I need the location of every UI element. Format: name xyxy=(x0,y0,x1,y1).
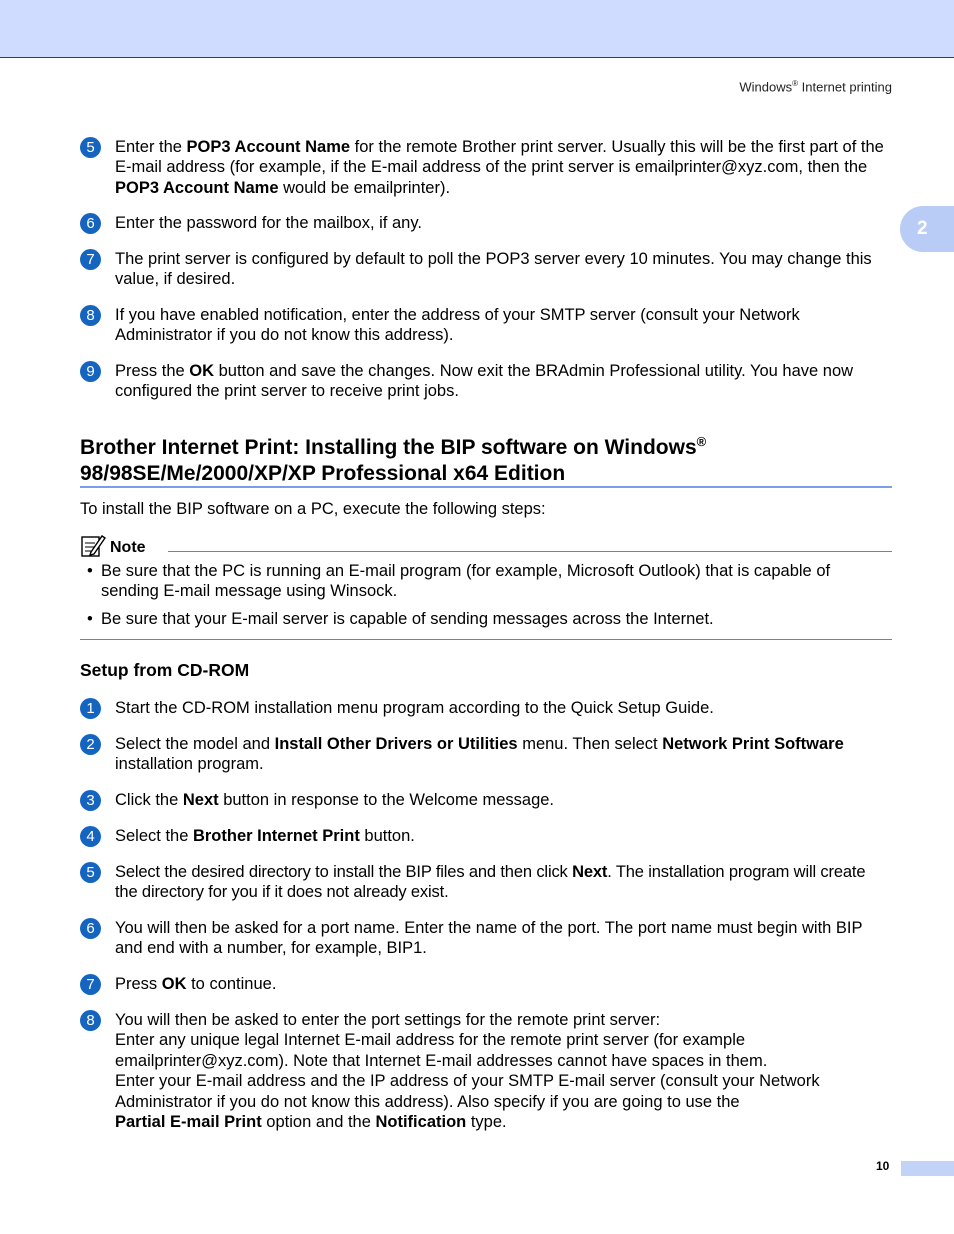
section-heading-line2: 98/98SE/Me/2000/XP/XP Professional x64 Edition xyxy=(80,462,566,485)
step-text xyxy=(115,1010,892,1132)
step-text-run: would be emailprinter). xyxy=(278,178,451,197)
step-number-badge: 3 xyxy=(80,790,101,811)
step-text-run: Enter the password for the mailbox, if any. xyxy=(115,214,422,232)
step-item xyxy=(80,137,892,198)
step-item xyxy=(80,734,892,775)
step-item xyxy=(80,698,892,718)
bold-term: Brother Internet Print xyxy=(192,827,360,845)
step-text xyxy=(115,974,892,994)
step-text xyxy=(115,137,892,198)
top-header-band xyxy=(0,0,954,58)
step-text xyxy=(115,862,892,903)
bold-term: POP3 Account Name xyxy=(186,138,351,156)
step-text xyxy=(115,918,892,959)
note-rule-top xyxy=(168,551,892,552)
step-number-badge: 7 xyxy=(80,249,101,270)
step-text-run: Press xyxy=(115,975,162,993)
step-text xyxy=(115,734,892,775)
subheading: Setup from CD-ROM xyxy=(80,660,250,680)
section-heading-line1: Brother Internet Print: Installing the BIP software on Windows xyxy=(80,436,697,459)
step-item xyxy=(80,862,892,903)
step-item xyxy=(80,974,892,994)
step-number-badge: 4 xyxy=(80,826,101,847)
step-text-run: Enter your E-mail address and the IP address of your SMTP E-mail server (consult your Network Administrator if you do not know this address). Also specify if you are going to use the xyxy=(115,1072,820,1111)
step-text-run: Start the CD-ROM installation menu program according to the Quick Setup Guide. xyxy=(115,699,714,717)
step-text-run: for the remote Brother print server. Usually this will be the first part of the E-mail address (for example, if the E-mail address of the print server is emailprinter@xyz.com, then the xyxy=(115,138,884,177)
step-text-run: type. xyxy=(466,1113,507,1132)
step-item xyxy=(80,249,892,290)
note-bullet xyxy=(87,561,887,602)
page-number: 10 xyxy=(876,1159,890,1173)
step-text-run: Select the model and xyxy=(115,735,275,753)
section-heading xyxy=(80,429,892,487)
step-item xyxy=(80,213,892,233)
step-item xyxy=(80,918,892,959)
running-header-prefix: Windows xyxy=(739,79,793,95)
step-number-badge: 6 xyxy=(80,213,101,234)
bold-term: OK xyxy=(161,975,187,993)
bold-term: OK xyxy=(189,362,215,380)
bold-term: Network Print Software xyxy=(662,735,844,753)
chapter-number: 2 xyxy=(917,218,928,239)
running-header xyxy=(739,79,892,94)
step-item xyxy=(80,1010,892,1132)
step-text xyxy=(115,361,892,402)
note-label: Note xyxy=(110,539,146,556)
note-bullet-text: Be sure that the PC is running an E-mail program (for example, Microsoft Outlook) that is capable of sending E-mail message using Winsock. xyxy=(101,562,831,601)
registered-mark: ® xyxy=(696,434,707,449)
step-item xyxy=(80,790,892,810)
step-number-badge: 5 xyxy=(80,137,101,158)
step-number-badge: 5 xyxy=(80,862,101,883)
step-text xyxy=(115,213,892,233)
section-heading-rule xyxy=(80,486,892,488)
step-number-badge: 1 xyxy=(80,698,101,719)
step-text-run: You will then be asked to enter the port settings for the remote print server: xyxy=(115,1011,661,1029)
step-text-run: button. xyxy=(359,827,415,845)
running-header-suffix: Internet printing xyxy=(798,79,892,95)
step-text-run: Select the desired directory to install the BIP files and then click xyxy=(115,863,573,881)
bold-term: Next xyxy=(182,791,219,809)
step-text-run: Select the xyxy=(115,827,193,845)
step-number-badge: 8 xyxy=(80,305,101,326)
step-text-run: button and save the changes. Now exit the BRAdmin Professional utility. You have now configured the print server to receive print jobs. xyxy=(115,362,854,401)
chapter-tab xyxy=(900,206,954,252)
registered-mark: ® xyxy=(792,79,799,88)
note-rule-bottom xyxy=(80,639,892,640)
step-text-run: Enter the xyxy=(115,138,187,156)
step-text xyxy=(115,305,892,346)
step-text xyxy=(115,698,892,718)
bold-term: Install Other Drivers or Utilities xyxy=(274,735,518,753)
step-text-run: If you have enabled notification, enter the address of your SMTP server (consult your Network Administrator if you do not know this address). xyxy=(115,306,800,345)
step-number-badge: 7 xyxy=(80,974,101,995)
step-text-run: Enter any unique legal Internet E-mail address for the remote print server (for example emailprinter@xyz.com). Note that Internet E-mail addresses cannot have spaces in them. xyxy=(115,1031,768,1070)
bold-term: POP3 Account Name xyxy=(115,178,279,197)
step-text-run: installation program. xyxy=(115,755,264,774)
bullet-dot: • xyxy=(87,610,93,628)
step-text-run: The print server is configured by default to poll the POP3 server every 10 minutes. You may change this value, if desired. xyxy=(115,250,872,289)
note-pencil-icon xyxy=(80,533,106,557)
bullet-dot: • xyxy=(87,562,93,580)
step-text xyxy=(115,249,892,290)
step-number-badge: 2 xyxy=(80,734,101,755)
step-number-badge: 6 xyxy=(80,918,101,939)
step-text-run: Click the xyxy=(115,791,183,809)
note-bullet xyxy=(87,609,887,629)
step-text-run: . The installation program will create the directory for you if it does not already exist. xyxy=(115,863,866,902)
page-number-bar xyxy=(901,1161,954,1176)
intro-text: To install the BIP software on a PC, execute the following steps: xyxy=(80,500,546,518)
step-text xyxy=(115,790,892,810)
step-item xyxy=(80,826,892,846)
step-text-run: button in response to the Welcome message. xyxy=(218,791,555,809)
step-text-run: option and the xyxy=(261,1113,376,1132)
note-bullet-text: Be sure that your E-mail server is capable of sending messages across the Internet. xyxy=(101,610,714,628)
step-text-run: You will then be asked for a port name. Enter the name of the port. The port name must begin with BIP and end with a number, for example, BIP1. xyxy=(115,919,863,958)
step-item xyxy=(80,361,892,402)
bold-term: Notification xyxy=(375,1113,467,1132)
step-text-run: to continue. xyxy=(186,975,277,993)
step-text-run: Press the xyxy=(115,362,190,380)
step-number-badge: 9 xyxy=(80,361,101,382)
bold-term: Next xyxy=(572,863,608,881)
step-item xyxy=(80,305,892,346)
step-text xyxy=(115,826,892,846)
bold-term: Partial E-mail Print xyxy=(115,1113,262,1132)
step-text-run: menu. Then select xyxy=(517,735,663,753)
step-number-badge: 8 xyxy=(80,1010,101,1031)
